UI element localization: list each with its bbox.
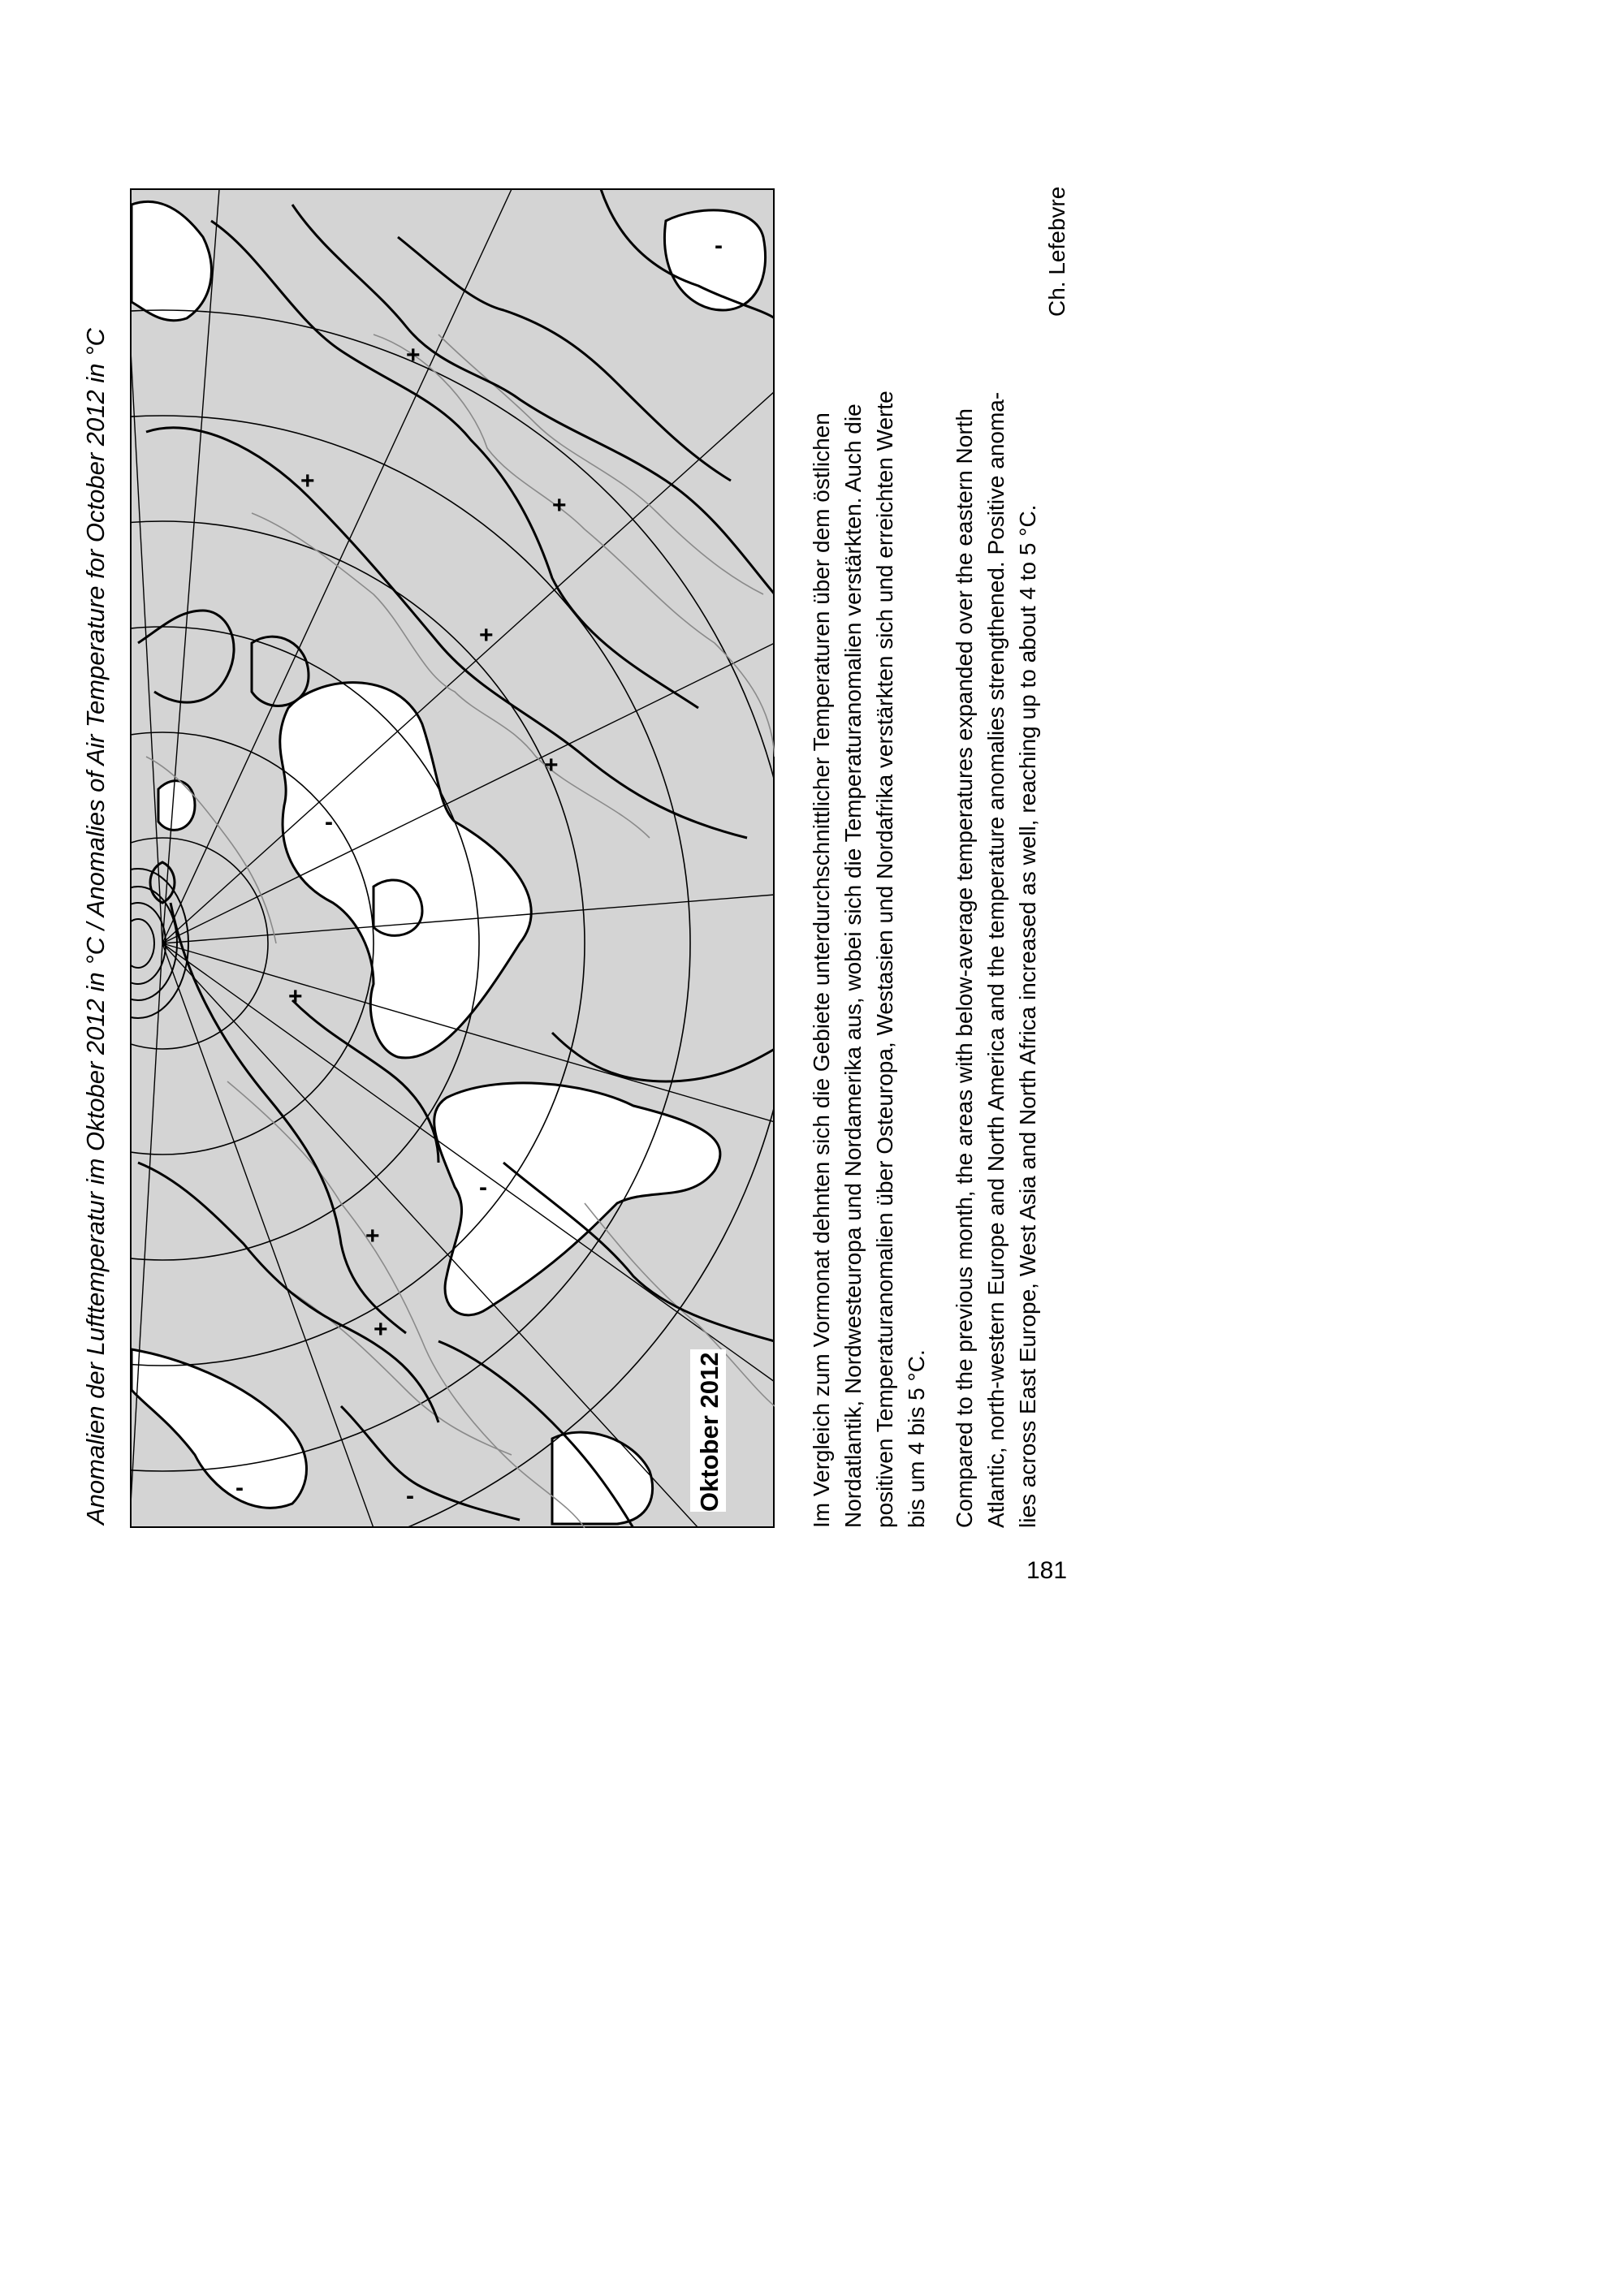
minus-marker: - [479, 1174, 487, 1201]
plus-marker: + [288, 983, 303, 1010]
plus-marker: + [374, 1316, 388, 1343]
plus-marker: + [365, 1223, 380, 1249]
minus-marker: - [325, 809, 333, 835]
plus-marker: + [406, 342, 421, 369]
negative-area-small-1 [158, 781, 195, 831]
german-line: Im Vergleich zum Vormonat dehnten sich die Gebiete unterdurchschnittlicher Temperaturen über dem östlichen [809, 412, 834, 1528]
german-paragraph [806, 188, 932, 1528]
german-line: Nordatlantik, Nordwesteuropa und Nordamerika aus, wobei sich die Temperaturanomalien verstärkten. Auch die [840, 404, 866, 1528]
german-line: bis um 4 bis 5 °C. [904, 1349, 929, 1528]
german-line: positiven Temperaturanomalien über Osteuropa, Westasien und Nordafrika verstärkten sich und erreichten Werte [872, 391, 897, 1528]
english-line: Atlantic, north-western Europe and North America and the temperature anomalies strengthened. Positive anoma- [983, 391, 1009, 1528]
english-line: lies across East Europe, West Asia and North Africa increased as well, reaching up to about 4 to 5 °C. [1015, 504, 1040, 1528]
plus-marker: + [479, 622, 494, 649]
plus-marker: + [552, 492, 567, 519]
month-label-box [690, 1349, 726, 1512]
minus-marker: - [235, 1474, 244, 1501]
english-paragraph [948, 188, 1043, 1528]
month-label: Oktober 2012 [695, 1352, 723, 1512]
minus-marker: - [715, 232, 723, 259]
minus-marker: - [406, 1482, 414, 1509]
plus-marker: + [544, 752, 559, 779]
page-title: Anomalien der Lufttemperatur im Oktober 2012 in °C / Anomalies of Air Temperature for October 2012 in °C [81, 328, 110, 1525]
english-line: Compared to the previous month, the areas with below-average temperatures expanded over the eastern North [952, 408, 977, 1528]
author: Ch. Lefebvre [1044, 186, 1069, 317]
page-number: 181 [1026, 1557, 1068, 1584]
plus-marker: + [300, 468, 315, 494]
temperature-anomaly-map [130, 188, 775, 1528]
